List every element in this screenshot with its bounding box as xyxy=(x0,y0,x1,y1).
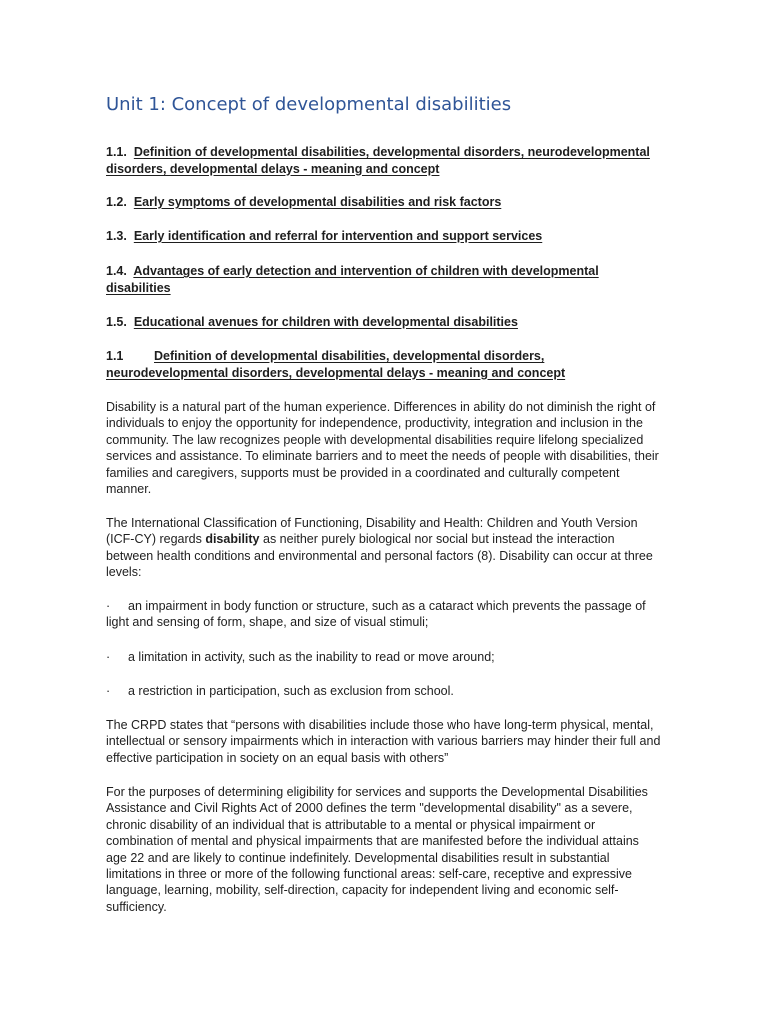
paragraph-text: as neither purely biological nor social but instead the interaction between health conditions and environmental and personal factors (8). Disability can occur at three levels: xyxy=(106,532,653,580)
section-heading xyxy=(106,348,662,381)
bold-term: disability xyxy=(205,532,260,547)
bullet-marker: · xyxy=(106,599,111,613)
body-paragraph-3: The CRPD states that “persons with disabilities include those who have long-term physical, mental, intellectual or sensory impairments which in interaction with various barriers may hinder their full and effective participation in society on an equal basis with others” xyxy=(106,718,661,765)
toc-number: 1.2. xyxy=(106,195,127,209)
toc-text: Advantages of early detection and intervention of children with developmental disabilities xyxy=(106,264,599,295)
bullet-item-2 xyxy=(106,649,666,665)
section-number: 1.1 xyxy=(106,349,124,363)
paragraph-text: The International Classification of Functioning, Disability and Health: Children and Youth Version (ICF-CY) regards xyxy=(106,516,638,547)
bullet-item-1 xyxy=(106,598,666,631)
toc-item-1-1 xyxy=(106,144,666,177)
toc-number: 1.3. xyxy=(106,229,127,243)
bullet-marker: · xyxy=(106,650,111,664)
toc-text: Definition of developmental disabilities, developmental disorders, neurodevelopmental disorders, developmental delays - meaning and concept xyxy=(106,145,650,176)
toc-text: Early symptoms of developmental disabilities and risk factors xyxy=(133,195,502,209)
document-title: Unit 1: Concept of developmental disabilities xyxy=(106,94,512,115)
toc-item-1-2 xyxy=(106,194,666,211)
section-heading-text: Definition of developmental disabilities, developmental disorders, neurodevelopmental disorders, developmental delays - meaning and concept xyxy=(106,349,566,380)
toc-text: Early identification and referral for intervention and support services xyxy=(133,229,543,243)
bullet-item-3 xyxy=(106,683,666,699)
toc-item-1-5 xyxy=(106,314,666,331)
toc-text: Educational avenues for children with developmental disabilities xyxy=(133,315,518,329)
toc-number: 1.1. xyxy=(106,145,127,159)
bullet-marker: · xyxy=(106,684,111,698)
body-paragraph-4: For the purposes of determining eligibility for services and supports the Developmental Disabilities Assistance and Civil Rights Act of 2000 defines the term "developmental disability" as a severe, chronic disability of an individual that is attributable to a mental or physical impairment or combination of mental and physical impairments that are manifested before the individual attains age 22 and are likely to continue indefinitely. Developmental disabilities result in substantial limitations in three or more of the following functional areas: self-care, receptive and expressive language, learning, mobility, self-direction, capacity for independent living and economic self-sufficiency. xyxy=(106,785,648,914)
toc-number: 1.4. xyxy=(106,264,127,278)
toc-number: 1.5. xyxy=(106,315,127,329)
bullet-text: a restriction in participation, such as exclusion from school. xyxy=(128,684,454,698)
body-paragraph-2 xyxy=(106,515,662,581)
body-paragraph-1: Disability is a natural part of the human experience. Differences in ability do not diminish the right of individuals to enjoy the opportunity for independence, productivity, integration and inclusion in the community. The law recognizes people with developmental disabilities require lifelong specialized services and assistance. To eliminate barriers and to meet the needs of people with disabilities, their families and caregivers, supports must be provided in a coordinated and culturally competent manner. xyxy=(106,400,659,497)
toc-item-1-4 xyxy=(106,263,666,296)
bullet-text: an impairment in body function or structure, such as a cataract which prevents the passage of light and sensing of form, shape, and size of visual stimuli; xyxy=(106,599,646,630)
bullet-text: a limitation in activity, such as the inability to read or move around; xyxy=(128,650,495,664)
toc-item-1-3 xyxy=(106,228,666,245)
